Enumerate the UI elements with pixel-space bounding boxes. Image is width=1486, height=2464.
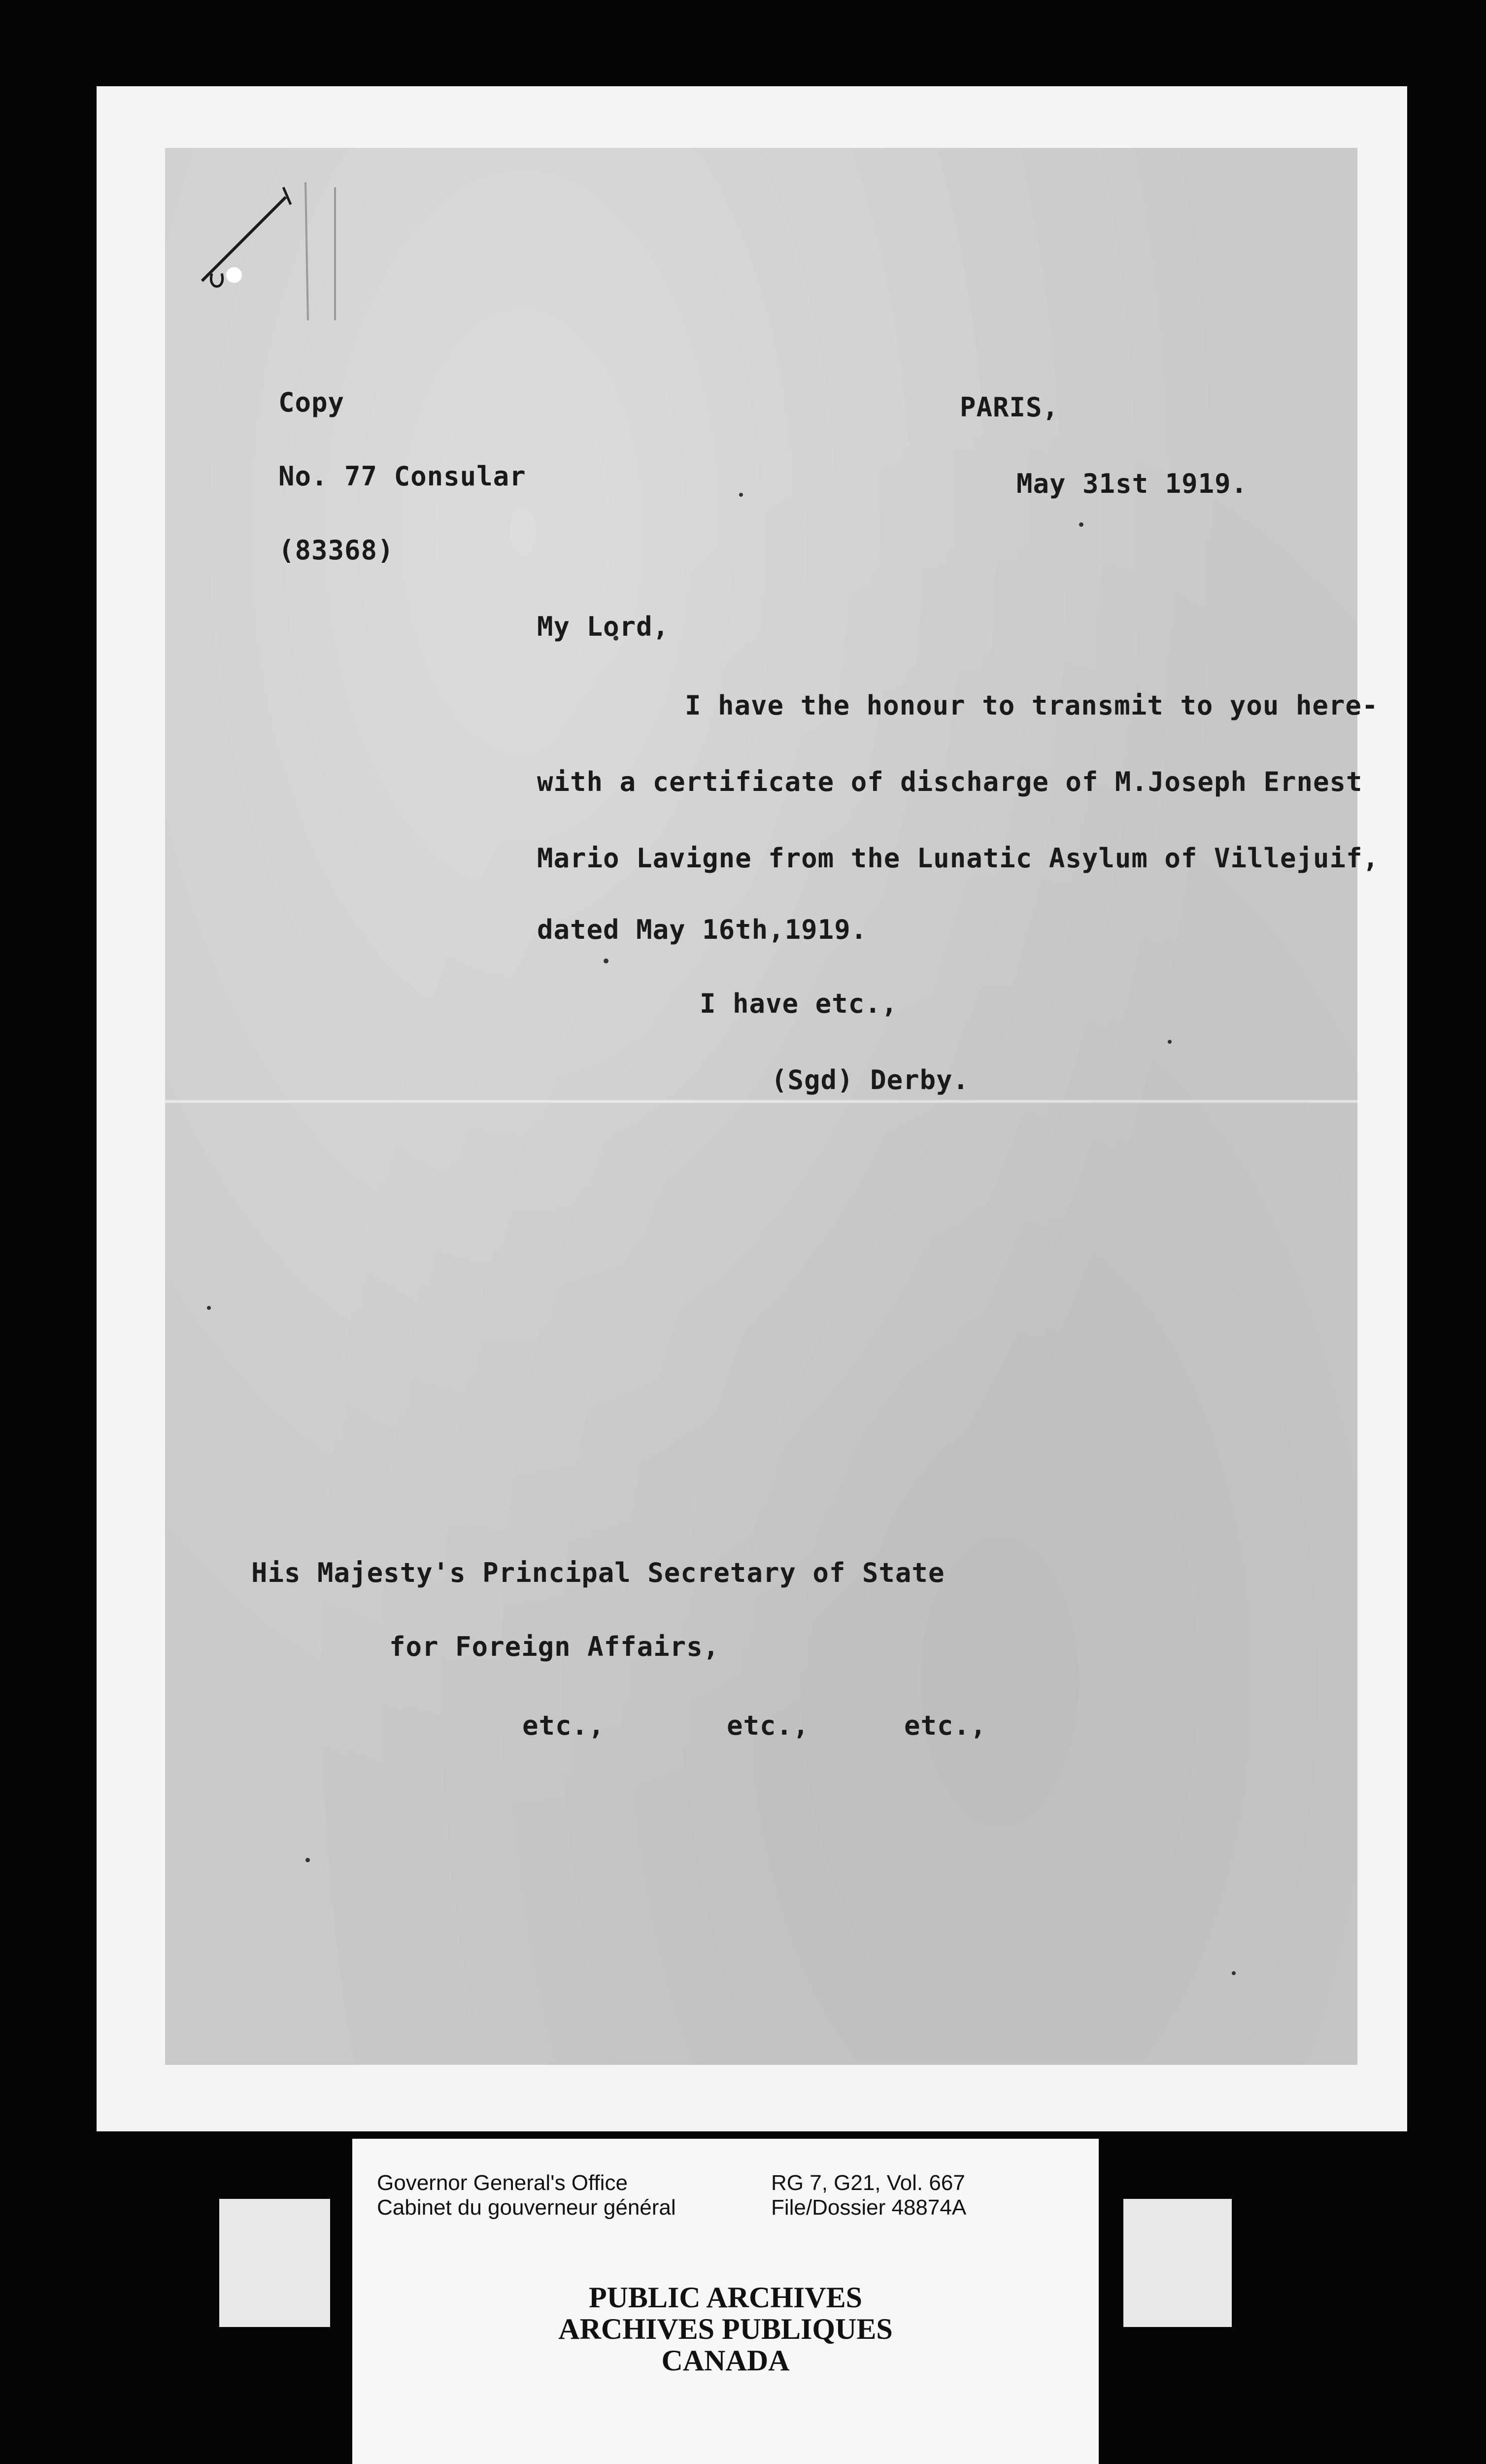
- signature: (Sgd) Derby.: [771, 1064, 970, 1095]
- etc-item: etc.,: [522, 1710, 605, 1741]
- etc-item: etc.,: [727, 1710, 810, 1741]
- body-line: with a certificate of discharge of M.Joseph Ernest: [537, 766, 1363, 797]
- paper-speck: [207, 1306, 211, 1310]
- paper-speck: [1232, 1971, 1236, 1975]
- archives-title-line: PUBLIC ARCHIVES: [588, 2281, 863, 2314]
- record-group-reference: RG 7, G21, Vol. 667: [771, 2171, 965, 2195]
- page-fold-line: [165, 1100, 1357, 1103]
- label-tab-left: [219, 2199, 330, 2327]
- etc-item: etc.,: [904, 1710, 987, 1741]
- body-line: dated May 16th,1919.: [537, 914, 868, 945]
- reference-number: (83368): [278, 535, 394, 566]
- body-line: Mario Lavigne from the Lunatic Asylum of Villejuif,: [537, 843, 1380, 874]
- salutation: My Lord,: [537, 611, 670, 642]
- file-number: File/Dossier 48874A: [771, 2195, 967, 2220]
- paper-speck: [604, 958, 608, 963]
- copy-label: Copy: [278, 387, 345, 418]
- letter-date: May 31st 1919.: [1016, 468, 1248, 499]
- closing: I have etc.,: [700, 988, 898, 1019]
- office-french: Cabinet du gouverneur général: [377, 2195, 676, 2220]
- addressee-line: His Majesty's Principal Secretary of State: [251, 1557, 945, 1588]
- paper-speck: [739, 493, 743, 497]
- archives-label: [352, 2139, 1099, 2464]
- consular-number: No. 77 Consular: [278, 461, 526, 492]
- pen-mark-icon: [192, 168, 360, 325]
- body-line: I have the honour to transmit to you here-: [685, 690, 1379, 721]
- paper-speck: [1168, 1040, 1172, 1044]
- paper-speck: [305, 1858, 310, 1862]
- paper-speck: [1079, 522, 1083, 527]
- addressee-line: for Foreign Affairs,: [389, 1631, 720, 1662]
- label-tab-right: [1123, 2199, 1232, 2327]
- archives-title-line: ARCHIVES PUBLIQUES: [558, 2313, 893, 2345]
- letter-page: [165, 148, 1357, 2065]
- office-english: Governor General's Office: [377, 2171, 628, 2195]
- letter-place: PARIS,: [960, 392, 1059, 423]
- archives-title-line: CANADA: [661, 2344, 790, 2377]
